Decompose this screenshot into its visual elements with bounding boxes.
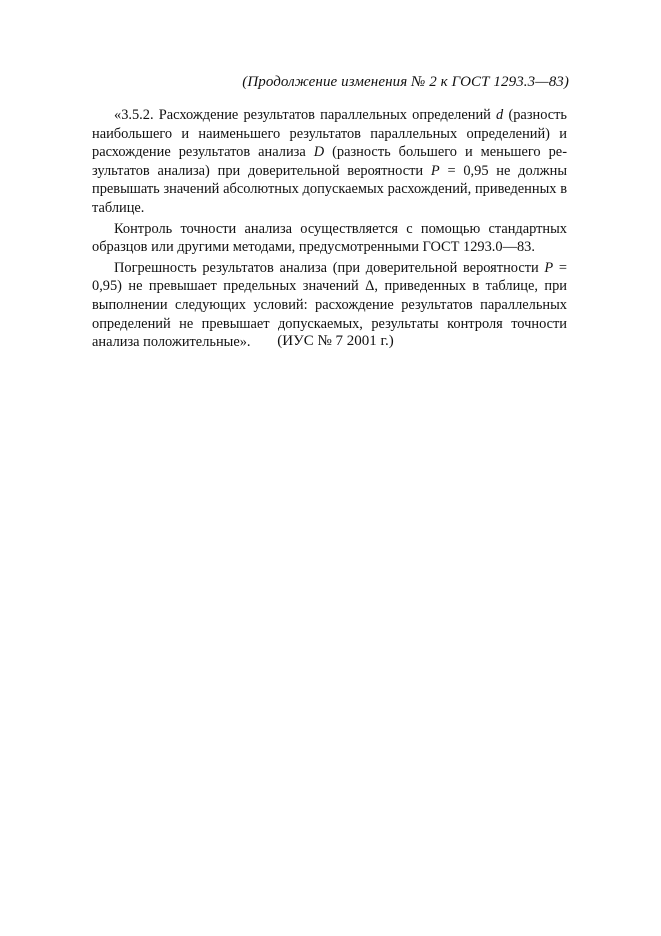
text-run: = 0,95) не превышает предельных значений Δ, приведенных в таблице, при выполнении следующих условий: расхождение результатов параллельных определений не превышает допускаемых, результаты контроля точности анализа положительные». bbox=[92, 259, 567, 351]
text-run: Погрешность результатов анализа (при доверительной вероятности bbox=[114, 259, 545, 276]
text-run: (разность большего и меньшего результатов анализа) при доверительной вероятности bbox=[92, 144, 567, 179]
symbol-P: Р bbox=[544, 259, 554, 276]
text-run: «3.5.2. Расхождение результатов параллельных определений bbox=[114, 107, 497, 123]
symbol-d: d bbox=[496, 107, 504, 123]
symbol-P: Р bbox=[430, 162, 440, 179]
text-run: = 0,95 не должны превышать значений абсолютных допускаемых расхождений, приведенных в таблице. bbox=[92, 162, 567, 216]
text-run: Контроль точности анализа осуществляется с помощью стандартных образцов или другими методами, предусмотренными ГОСТ 1293.0—83. bbox=[92, 220, 567, 256]
source-reference: (ИУС № 7 2001 г.) bbox=[277, 333, 394, 349]
paragraph-accuracy-control bbox=[92, 220, 567, 257]
text-run: (разность наибольшего и наименьшего результатов параллельных определений) и расхождение результатов анализа bbox=[92, 107, 567, 161]
body-text bbox=[92, 106, 567, 352]
page-header: (Продолжение изменения № 2 к ГОСТ 1293.3—83) bbox=[242, 74, 569, 90]
paragraph-clause-3-5-2 bbox=[92, 106, 567, 218]
symbol-D: D bbox=[313, 144, 325, 161]
